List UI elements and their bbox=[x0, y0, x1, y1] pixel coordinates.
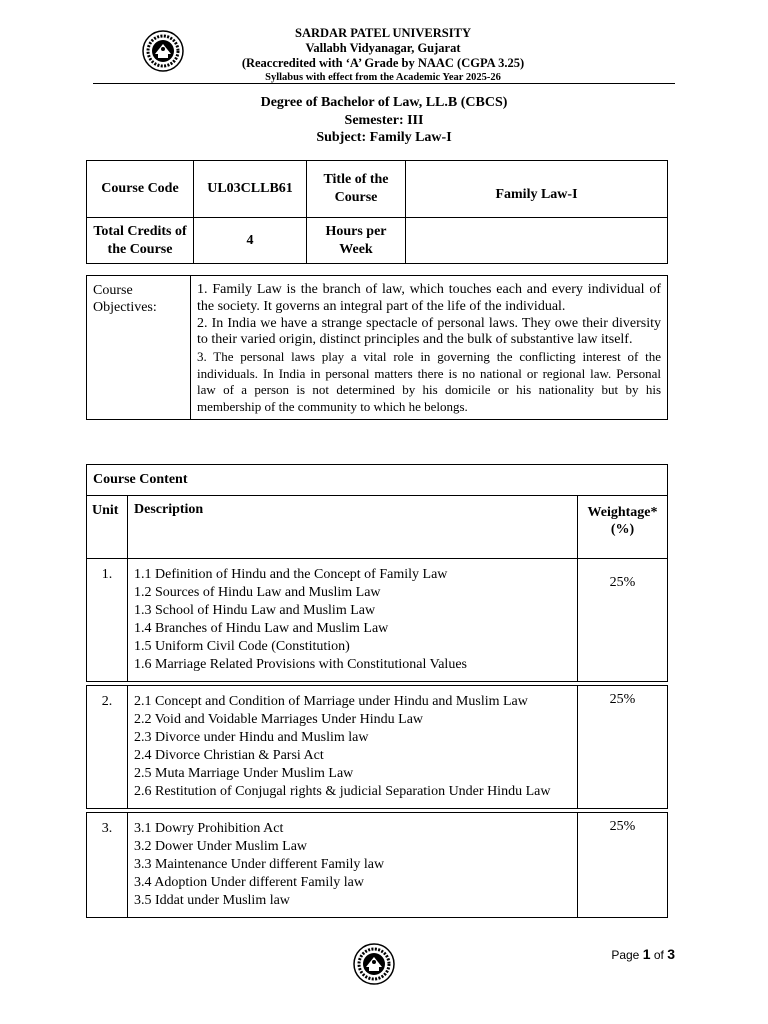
topic-line: 1.6 Marriage Related Provisions with Constitutional Values bbox=[134, 657, 467, 672]
topic-line: 2.5 Muta Marriage Under Muslim Law bbox=[134, 766, 354, 781]
university-name: SARDAR PATEL UNIVERSITY bbox=[295, 26, 471, 40]
course-title-value: Family Law-I bbox=[406, 161, 668, 218]
topic-line: 1.3 School of Hindu Law and Muslim Law bbox=[134, 603, 376, 618]
page-current: 1 bbox=[642, 946, 651, 962]
syllabus-effect-line: Syllabus with effect from the Academic Year 2025-26 bbox=[265, 72, 501, 83]
table-row bbox=[87, 559, 668, 682]
topic-line: 3.2 Dower Under Muslim Law bbox=[134, 839, 308, 854]
unit-description bbox=[128, 686, 578, 809]
topic-line: 1.1 Definition of Hindu and the Concept of Family Law bbox=[134, 567, 448, 582]
unit-description bbox=[128, 813, 578, 918]
unit-weightage: 25% bbox=[578, 686, 668, 809]
table-row bbox=[87, 813, 668, 918]
topic-line: 3.3 Maintenance Under different Family law bbox=[134, 857, 385, 872]
course-code-value: UL03CLLB61 bbox=[194, 161, 307, 218]
unit-description bbox=[128, 559, 578, 682]
course-title-label: Title of the Course bbox=[307, 161, 406, 218]
weightage-column-header bbox=[578, 496, 668, 559]
objective-item: 3. The personal laws play a vital role in governing the conflicting interest of the individuals. In India in personal matters there is no national or regional law. Personal law of a person is not determined by his domicile or his nationality but by his membership of the community to which he belongs. bbox=[197, 349, 661, 414]
unit-number: 3. bbox=[87, 813, 128, 918]
accreditation-line: (Reaccredited with ‘A’ Grade by NAAC (CGPA 3.25) bbox=[241, 56, 525, 70]
course-info-table bbox=[86, 160, 668, 264]
degree-title: Degree of Bachelor of Law, LL.B (CBCS) bbox=[260, 95, 508, 110]
table-row bbox=[87, 686, 668, 809]
objectives-label: Course Objectives: bbox=[87, 276, 191, 420]
topic-line: 1.5 Uniform Civil Code (Constitution) bbox=[134, 639, 350, 654]
university-seal-logo bbox=[142, 30, 184, 72]
topic-line: 1.4 Branches of Hindu Law and Muslim Law bbox=[134, 621, 389, 636]
university-header bbox=[190, 25, 576, 84]
unit-column-header: Unit bbox=[87, 496, 128, 559]
unit-weightage: 25% bbox=[578, 559, 668, 682]
unit-number: 2. bbox=[87, 686, 128, 809]
hours-per-week-value bbox=[406, 218, 668, 264]
unit-weightage: 25% bbox=[578, 813, 668, 918]
header-divider bbox=[93, 83, 675, 84]
page-total: 3 bbox=[667, 946, 675, 962]
topic-line: 2.1 Concept and Condition of Marriage under Hindu and Muslim Law bbox=[134, 694, 528, 709]
topic-line: 3.4 Adoption Under different Family law bbox=[134, 875, 364, 890]
course-objectives-table bbox=[86, 275, 668, 420]
course-content-heading: Course Content bbox=[87, 465, 668, 496]
subject-title: Subject: Family Law-I bbox=[316, 130, 452, 145]
topic-line: 3.1 Dowry Prohibition Act bbox=[134, 821, 284, 836]
semester-title: Semester: III bbox=[344, 112, 424, 128]
weightage-percent-label: (%) bbox=[610, 522, 635, 537]
course-code-label: Course Code bbox=[87, 161, 194, 218]
unit-number: 1. bbox=[87, 559, 128, 682]
total-credits-value: 4 bbox=[194, 218, 307, 264]
total-credits-label: Total Credits of the Course bbox=[87, 218, 194, 264]
course-titles bbox=[93, 94, 675, 147]
topic-line: 2.3 Divorce under Hindu and Muslim law bbox=[134, 730, 369, 745]
university-place: Vallabh Vidyanagar, Gujarat bbox=[305, 41, 461, 55]
hours-per-week-label: Hours per Week bbox=[307, 218, 406, 264]
footer-seal-logo bbox=[353, 943, 395, 985]
page-word: Page bbox=[611, 948, 640, 962]
topic-line: 2.6 Restitution of Conjugal rights & judicial Separation Under Hindu Law bbox=[134, 784, 551, 799]
objective-item: 2. In India we have a strange spectacle of personal laws. They owe their diversity to their varied origin, distinct principles and the bulk of substantive law itself. bbox=[197, 315, 661, 348]
topic-line: 1.2 Sources of Hindu Law and Muslim Law bbox=[134, 585, 381, 600]
topic-line: 3.5 Iddat under Muslim law bbox=[134, 893, 290, 908]
weightage-label: Weightage* bbox=[587, 505, 658, 520]
description-column-header: Description bbox=[128, 496, 578, 559]
of-word: of bbox=[653, 948, 664, 962]
objectives-text bbox=[191, 276, 668, 420]
course-content-table bbox=[86, 464, 668, 918]
topic-line: 2.2 Void and Voidable Marriages Under Hindu Law bbox=[134, 712, 424, 727]
page-number bbox=[611, 946, 675, 962]
objective-item: 1. Family Law is the branch of law, which touches each and every individual of the society. It governs an integral part of the life of the individual. bbox=[197, 282, 661, 314]
topic-line: 2.4 Divorce Christian & Parsi Act bbox=[134, 748, 324, 763]
